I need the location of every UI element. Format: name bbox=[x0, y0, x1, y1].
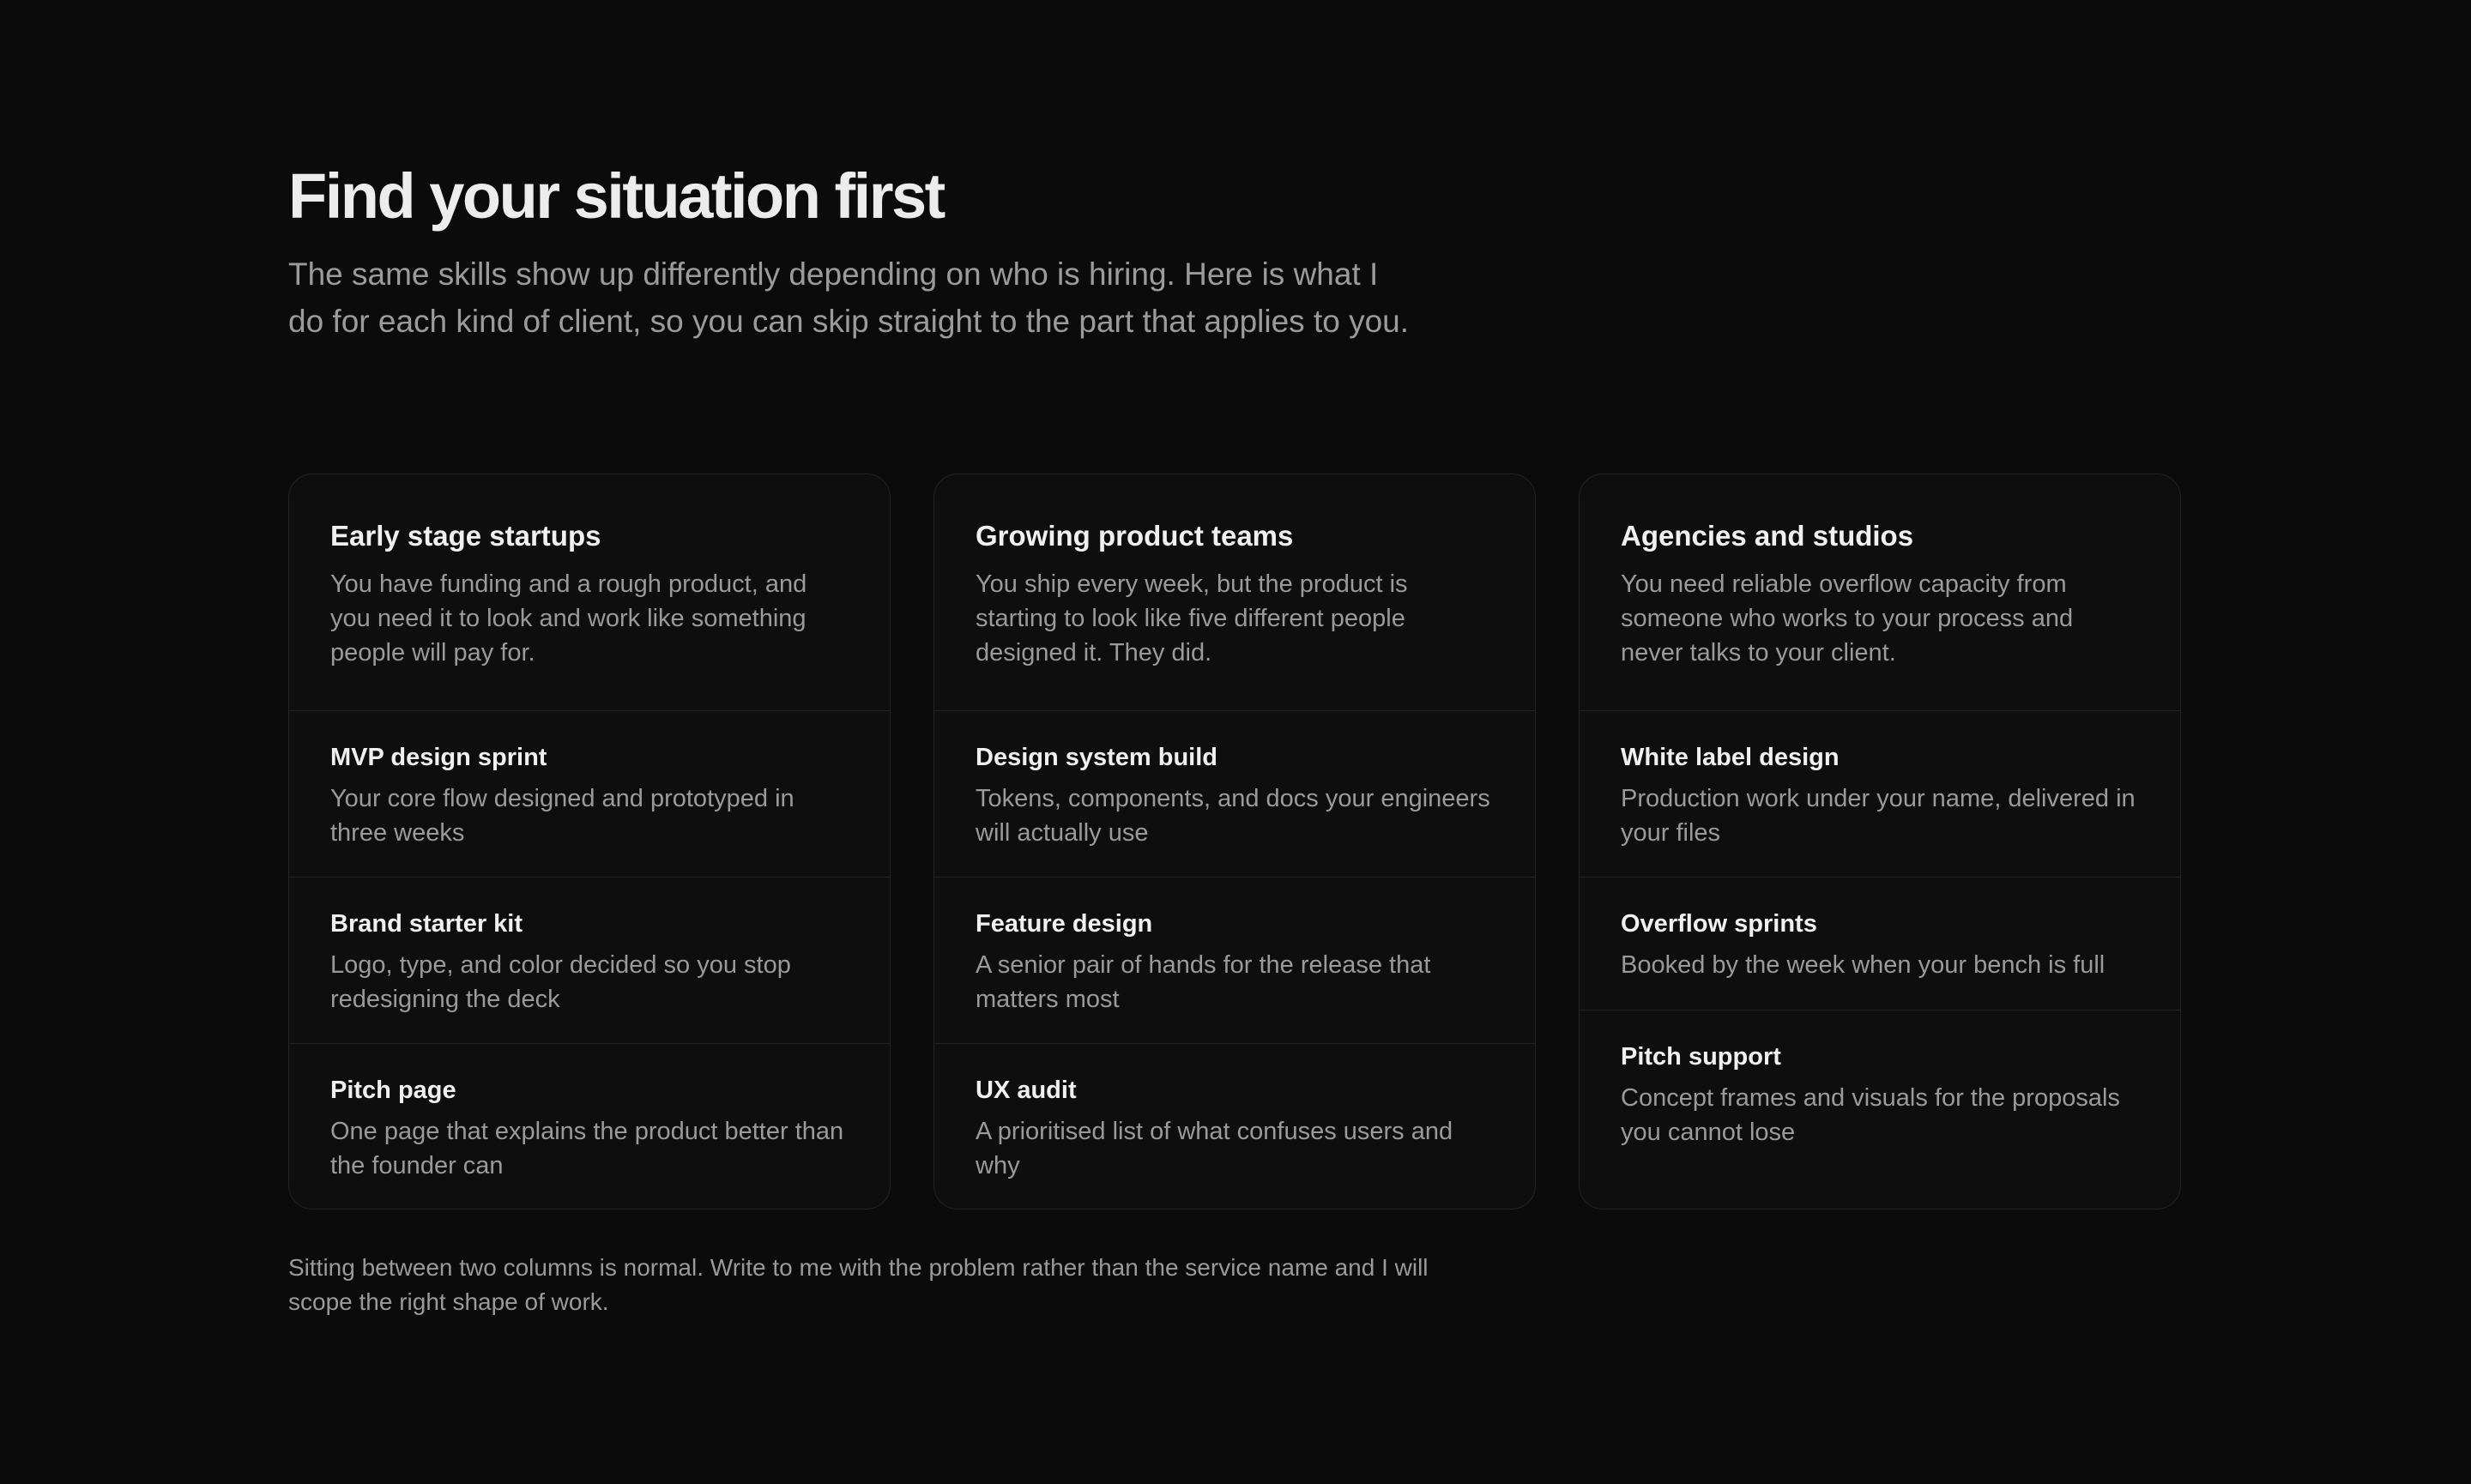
service-description: A senior pair of hands for the release that matters most bbox=[976, 951, 1431, 1013]
situations-section bbox=[288, 160, 2184, 1315]
service-description: Logo, type, and color decided so you stop redesigning the deck bbox=[330, 951, 791, 1013]
card-description: You need reliable overflow capacity from someone who works to your process and never talks to your client. bbox=[1621, 570, 2074, 667]
intro-paragraph: The same skills show up differently depending on who is hiring. Here is what I do for each kind of client, so you can skip straight to the part that applies to you. bbox=[288, 256, 1410, 339]
service-description: A prioritised list of what confuses users and why bbox=[976, 1118, 1453, 1179]
card-title: Growing product teams bbox=[976, 520, 1294, 552]
card-early-stage-startups bbox=[288, 474, 891, 1210]
service-name: White label design bbox=[1621, 744, 1840, 771]
footnote: Sitting between two columns is normal. Write to me with the problem rather than the service name and I will scope the right shape of work. bbox=[288, 1254, 1429, 1315]
service-name: Pitch support bbox=[1621, 1043, 1781, 1071]
service-item bbox=[1580, 1010, 2180, 1177]
service-name: Overflow sprints bbox=[1621, 910, 1817, 938]
service-description: Your core flow designed and prototyped in three weeks bbox=[330, 785, 794, 847]
card-header bbox=[1580, 474, 2180, 711]
card-header bbox=[289, 474, 890, 711]
service-name: Feature design bbox=[976, 910, 1153, 938]
service-description: Production work under your name, delivered in your files bbox=[1621, 785, 2136, 847]
card-growing-product-teams bbox=[933, 474, 1536, 1210]
card-header bbox=[934, 474, 1535, 711]
service-item bbox=[1580, 711, 2180, 878]
service-item bbox=[289, 878, 890, 1044]
service-name: Design system build bbox=[976, 744, 1218, 771]
page-title: Find your situation first bbox=[288, 160, 944, 232]
service-name: Pitch page bbox=[330, 1077, 456, 1104]
card-description: You ship every week, but the product is starting to look like five different people designed it. They did. bbox=[976, 570, 1408, 667]
service-item bbox=[934, 1044, 1535, 1210]
service-item bbox=[934, 878, 1535, 1044]
service-name: UX audit bbox=[976, 1077, 1077, 1104]
service-item bbox=[1580, 878, 2180, 1010]
service-name: Brand starter kit bbox=[330, 910, 523, 938]
service-description: Tokens, components, and docs your engineers will actually use bbox=[976, 785, 1490, 847]
service-description: Booked by the week when your bench is full bbox=[1621, 951, 2105, 979]
service-item bbox=[289, 711, 890, 878]
service-name: MVP design sprint bbox=[330, 744, 547, 771]
card-description: You have funding and a rough product, and you need it to look and work like something people will pay for. bbox=[330, 570, 807, 667]
card-agencies-and-studios bbox=[1579, 474, 2181, 1210]
service-description: Concept frames and visuals for the proposals you cannot lose bbox=[1621, 1084, 2120, 1146]
service-item bbox=[289, 1044, 890, 1210]
service-item bbox=[934, 711, 1535, 878]
card-title: Early stage startups bbox=[330, 520, 601, 552]
service-description: One page that explains the product better than the founder can bbox=[330, 1118, 844, 1179]
situation-grid bbox=[288, 474, 2184, 1211]
card-title: Agencies and studios bbox=[1621, 520, 1914, 552]
